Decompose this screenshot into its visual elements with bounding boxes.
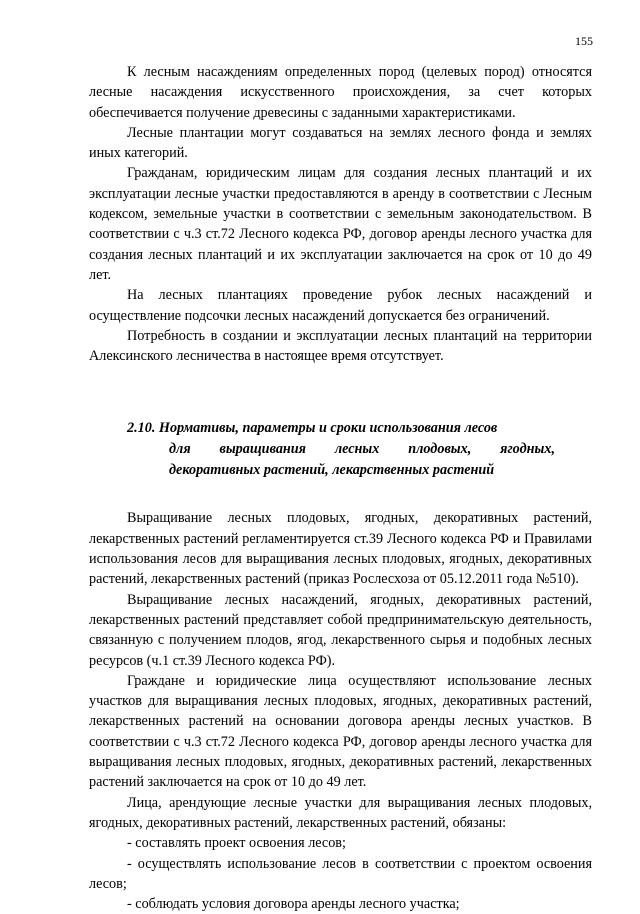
paragraph: Гражданам, юридическим лицам для создания лесных плантаций и их эксплуатации лесные участки предоставляются в аренду в соответствии с Лесным кодексом, земельные участки в соответствии с земельным законодательством. В соответствии с ч.3 ст.72 Лесного кодекса РФ, договор аренды лесного участка для создания лесных плантаций и их эксплуатации заключается на срок от 10 до 49 лет.	[89, 165, 592, 283]
paragraph: Выращивание лесных плодовых, ягодных, декоративных растений, лекарственных растений регламентируется ст.39 Лесного кодекса РФ и Правилами использования лесов для выращивания лесных плодовых, ягодных, декоративных растений, лекарственных растений (приказ Рослесхоза от 05.12.2011 года №510).	[89, 510, 592, 588]
spacer	[89, 366, 592, 418]
heading-line-3: декоративных растений, лекарственных растений	[169, 462, 495, 479]
heading-line-1: 2.10. Нормативы, параметры и сроки использования лесов	[127, 420, 498, 437]
list-item: - осуществлять использование лесов в соответствии с проектом освоения лесов;	[89, 855, 592, 892]
paragraph: Потребность в создании и эксплуатации лесных плантаций на территории Алексинского лесничества в настоящее время отсутствует.	[89, 327, 592, 365]
list-item: - соблюдать условия договора аренды лесного участка;	[127, 896, 460, 913]
list-item: - составлять проект освоения лесов;	[127, 835, 346, 852]
section-heading	[127, 418, 555, 481]
spacer	[89, 481, 592, 508]
paragraph: Выращивание лесных насаждений, ягодных, декоративных растений, лекарственных растений представляет собой предпринимательскую деятельность, связанную с получением плодов, ягод, лекарственного сырья и подобных лесных ресурсов (ч.1 ст.39 Лесного кодекса РФ).	[89, 591, 592, 669]
page-number: 155	[575, 34, 593, 48]
document-body	[89, 62, 592, 914]
section-fruit-berry-plants	[89, 508, 592, 914]
paragraph: На лесных плантациях проведение рубок лесных насаждений и осуществление подсочки лесных насаждений допускается без ограничений.	[89, 287, 592, 324]
paragraph: Граждане и юридические лица осуществляют использование лесных участков для выращивания лесных плодовых, ягодных, декоративных растений, лекарственных растений на основании договора аренды лесных участков. В соответствии с ч.3 ст.72 Лесного кодекса РФ, договор аренды лесного участка для выращивания лесных плодовых, ягодных, декоративных растений, лекарственных растений заключается на срок от 10 до 49 лет.	[89, 672, 592, 791]
paragraph: Лица, арендующие лесные участки для выращивания лесных плодовых, ягодных, декоративных растений, лекарственных растений, обязаны:	[89, 794, 592, 831]
heading-line-2: для выращивания лесных плодовых, ягодных,	[169, 441, 555, 458]
paragraph: К лесным насаждениям определенных пород (целевых пород) относятся лесные насаждения искусственного происхождения, за счет которых обеспечивается получение древесины с заданными характеристиками.	[89, 64, 592, 121]
section-forest-plantations	[89, 62, 592, 366]
paragraph: Лесные плантации могут создаваться на землях лесного фонда и землях иных категорий.	[89, 124, 592, 162]
